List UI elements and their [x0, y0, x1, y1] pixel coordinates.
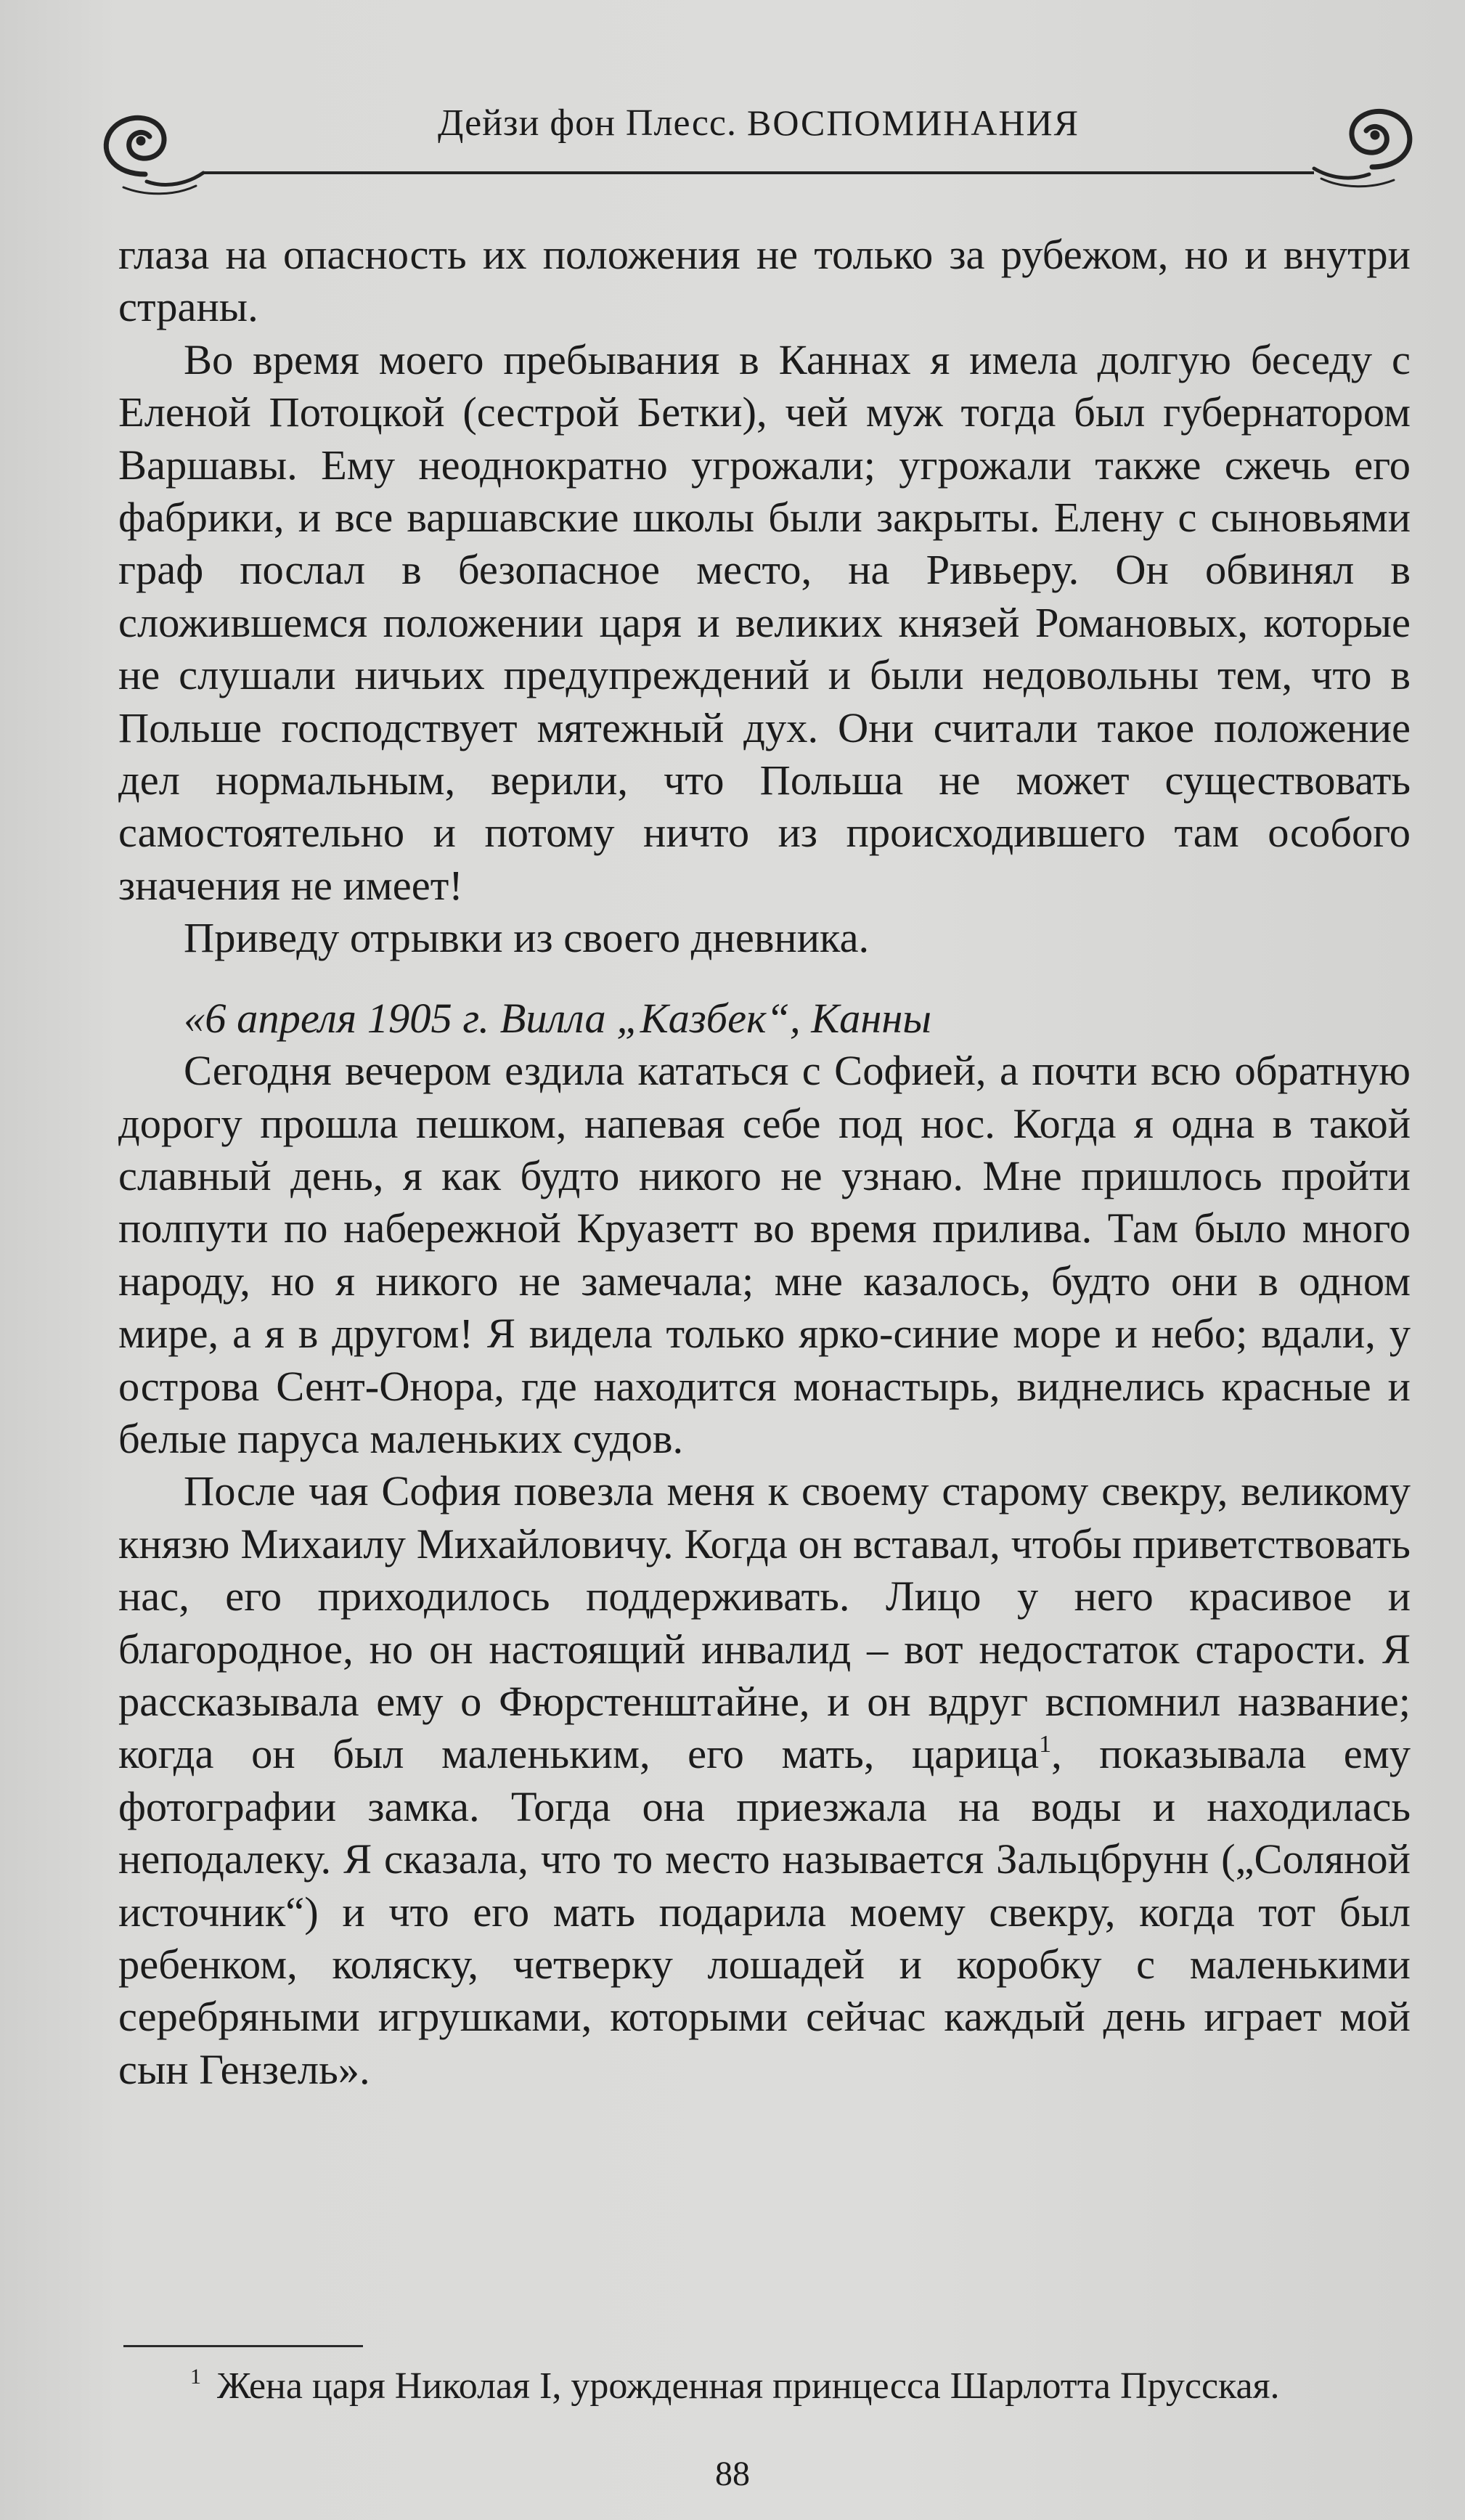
paragraph-continuation: глаза на опасность их положения не только за рубежом, но и внутри страны. — [118, 231, 1411, 331]
footnote — [190, 2363, 1439, 2410]
footnote-reference[interactable]: 1 — [1039, 1731, 1052, 1758]
paragraph-text: , показывала ему фотографии замка. Тогда она приезжала на воды и находилась неподалеку. Я сказала, что то место называется Зальцбрунн („Соляной источник“) и что его мать подарила моему свекру, когда тот был ребенком, коляску, четверку лошадей и коробку с маленькими серебряными игрушками, которыми сейчас каждый день играет мой сын Гензель». — [118, 1730, 1411, 2093]
paragraph: Приведу отрывки из своего дневника. — [184, 914, 870, 962]
paragraph: Сегодня вечером ездила кататься с Софией, а почти всю обратную дорогу прошла пешком, напевая себе под нос. Когда я одна в такой славный день, я как будто никого не узнаю. Мне пришлось пройти полпути по набережной Круазетт во время прилива. Там было много народу, но я никого не замечала; мне казалось, будто они в одном мире, а я в другом! Я видела только ярко-синие море и небо; вдали, у острова Сент-Онора, где находится монастырь, виднелись красные и белые паруса маленьких судов. — [118, 1047, 1411, 1462]
header-title — [94, 102, 1423, 144]
body-text — [118, 229, 1411, 2096]
paragraph — [118, 1465, 1411, 2096]
header-book-title: ВОСПОМИНАНИЯ — [746, 102, 1080, 143]
paragraph-text: После чая София повезла меня к своему старому свекру, великому князю Михаилу Михайловичу. Когда он вставал, чтобы приветствовать нас, его приходилось поддерживать. Лицо у него красивое и благородное, но он настоящий инвалид – вот недостаток старости. Я рассказывала ему о Фюрстенштайне, и он вдруг вспомнил название; когда он был маленьким, его мать, царица — [118, 1467, 1411, 1778]
header-author: Дейзи фон Плесс. — [438, 102, 737, 144]
footnote-text: Жена царя Николая I, урожденная принцесса Шарлотта Прусская. — [217, 2365, 1280, 2407]
footnote-divider — [123, 2345, 363, 2347]
paragraph: Во время моего пребывания в Каннах я имела долгую беседу с Еленой Потоцкой (сестрой Бетки), чей муж тогда был губернатором Варшавы. Ему неоднократно угрожали; угрожали также сжечь его фабрики, и все варшавские школы были закрыты. Елену с сыновьями граф послал в безопасное место, на Ривьеру. Он обвинял в сложившемся положении царя и великих князей Романовых, которые не слушали ничьих предупреждений и были недовольны тем, что в Польше господствует мятежный дух. Они считали такое положение дел нормальным, верили, что Польша не может существовать самостоятельно и потому ничто из происходившего там особого значения не имеет! — [118, 335, 1411, 909]
running-header — [94, 87, 1423, 218]
page-number: 88 — [715, 2455, 750, 2493]
footnote-marker: 1 — [190, 2365, 201, 2389]
diary-entry-heading: «6 апреля 1905 г. Вилла „Казбек“, Канны — [184, 994, 931, 1042]
